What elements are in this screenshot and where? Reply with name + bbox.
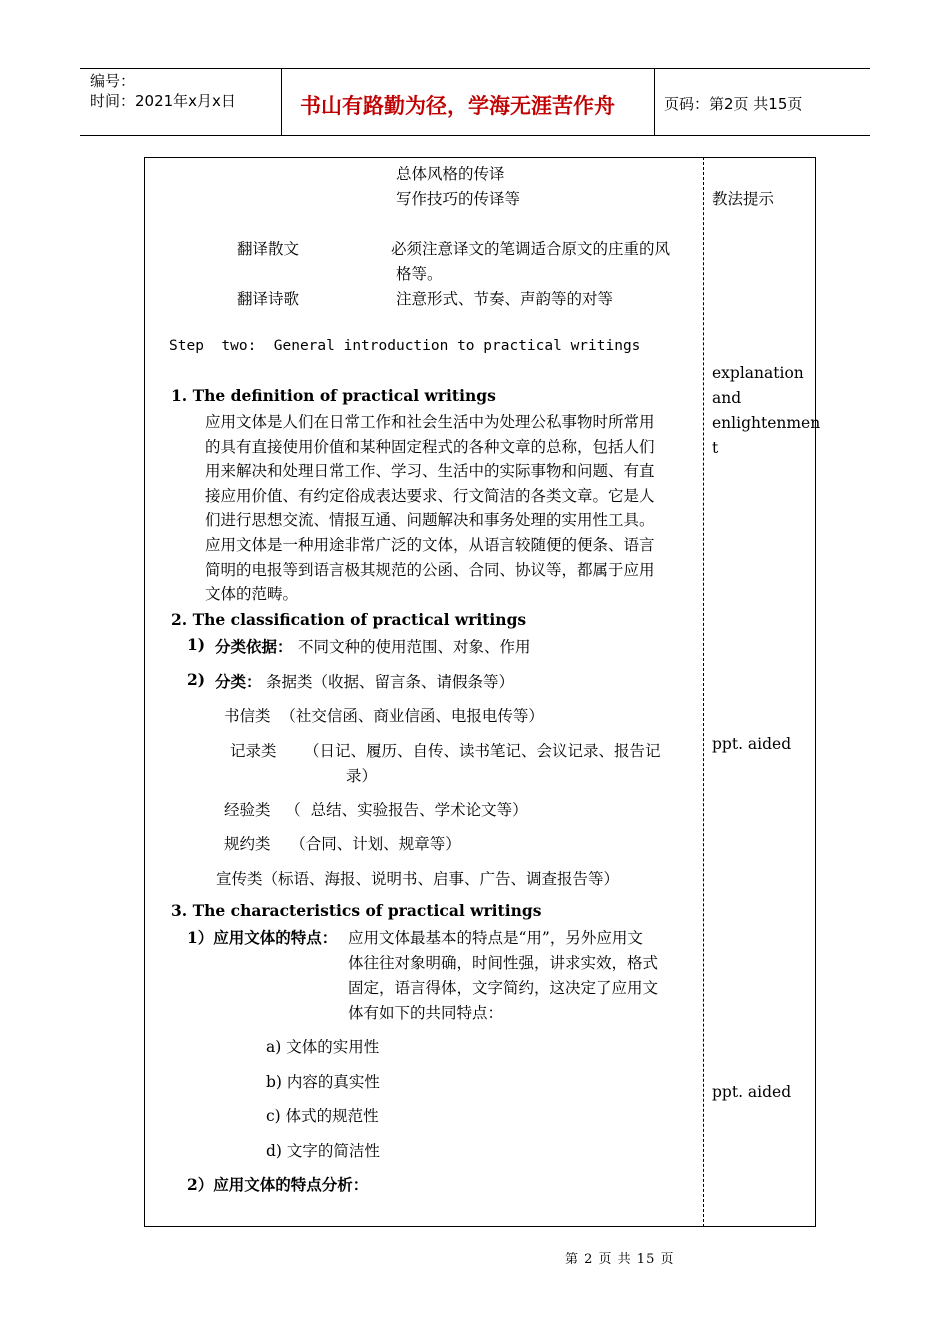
basis-label: 分类依据： [215, 637, 293, 656]
section1-line: 的具有直接使用价值和某种固定程式的各种文章的总称，包括人们 [205, 437, 655, 456]
publicity-category: 宣传类（标语、海报、说明书、启事、广告、调查报告等） [216, 870, 620, 888]
basis-text: 不同文种的使用范围、对象、作用 [298, 638, 531, 656]
header-page-info: 页码：第2页 共15页 [664, 95, 803, 113]
content-table [144, 157, 816, 1227]
section1-line: 们进行思想交流、情报互通、问题解决和事务处理的实用性工具。 [205, 511, 655, 530]
explanation-line: t [712, 439, 719, 457]
step-two-heading: Step two: General introduction to practical writings [169, 338, 641, 354]
records-label: 记录类 [230, 742, 277, 760]
ppt-aided-note: ppt. aided [712, 1083, 792, 1101]
feature-item: d) 文字的简洁性 [266, 1142, 380, 1160]
line-technique-translation: 写作技巧的传译等 [396, 190, 521, 208]
header-number-label: 编号： [90, 72, 136, 90]
section2-title: 2. The classification of practical writings [171, 610, 527, 629]
classification-text: 条据类（收据、留言条、请假条等） [266, 673, 515, 691]
section1-line: 接应用价值、有约定俗成表达要求、行文简洁的各类文章。它是人 [205, 486, 655, 505]
rules-category: 规约类 （合同、计划、规章等） [224, 835, 461, 853]
explanation-line: enlightenmen [712, 414, 821, 432]
poetry-label: 翻译诗歌 [237, 290, 300, 308]
feature-item: b) 内容的真实性 [266, 1073, 380, 1091]
header-time-label: 时间：2021年x月x日 [90, 92, 236, 110]
line-style-translation: 总体风格的传译 [396, 165, 505, 183]
features-line: 体往往对象明确，时间性强，讲求实效，格式 [348, 954, 659, 972]
section1-title: 1. The definition of practical writings [171, 386, 496, 405]
section1-line: 用来解决和处理日常工作、学习、生活中的实际事物和问题、有直 [205, 462, 655, 481]
classification-number: 2) [187, 670, 206, 689]
prose-label: 翻译散文 [237, 240, 300, 258]
features-line: 体有如下的共同特点： [348, 1004, 504, 1022]
header-divider-right [654, 68, 655, 136]
analysis-label: 2）应用文体的特点分析： [187, 1175, 369, 1194]
features-line: 固定，语言得体，文字简约，这决定了应用文 [348, 979, 659, 997]
experience-category: 经验类 （ 总结、实验报告、学术论文等） [224, 801, 528, 819]
records-text-line2: 录） [346, 767, 378, 785]
section1-line: 应用文体是人们在日常工作和社会生活中为处理公私事物时所常用 [205, 413, 655, 431]
records-text-line1: （日记、履历、自传、读书笔记、会议记录、报告记 [304, 742, 661, 760]
features-paragraph [348, 926, 658, 1026]
header-divider-left [281, 68, 282, 136]
header-motto: 书山有路勤为径，学海无涯苦作舟 [300, 94, 615, 118]
footer-page-number: 第 2 页 共 15 页 [565, 1252, 675, 1267]
section1-line: 文体的范畴。 [205, 585, 299, 604]
explanation-line: explanation [712, 364, 804, 382]
letters-category: 书信类 （社交信函、商业信函、电报电传等） [224, 707, 544, 725]
classification-label: 分类： [215, 672, 262, 691]
header-bottom-rule [80, 135, 870, 136]
features-label: 1）应用文体的特点： [187, 928, 338, 947]
explanation-line: and [712, 389, 742, 407]
features-line: 应用文体最基本的特点是“用”，另外应用文 [348, 929, 643, 947]
table-column-divider [703, 157, 704, 1227]
section1-paragraph [205, 410, 695, 607]
feature-item: a) 文体的实用性 [266, 1038, 380, 1056]
explanation-note [712, 361, 820, 461]
ppt-aided-note: ppt. aided [712, 735, 792, 753]
prose-text-line1: 必须注意译文的笔调适合原文的庄重的风 [391, 240, 671, 258]
section3-title: 3. The characteristics of practical writings [171, 901, 542, 920]
teaching-hint: 教法提示 [712, 190, 775, 208]
section1-line: 应用文体是一种用途非常广泛的文体，从语言较随便的便条、语言 [205, 535, 655, 554]
basis-number: 1) [187, 635, 206, 654]
prose-text-line2: 格等。 [396, 265, 443, 283]
header-top-rule [80, 68, 870, 69]
feature-item: c) 体式的规范性 [266, 1107, 379, 1125]
section1-line: 简明的电报等到语言极其规范的公函、合同、协议等，都属于应用 [205, 560, 655, 579]
poetry-text: 注意形式、节奏、声韵等的对等 [396, 290, 614, 308]
